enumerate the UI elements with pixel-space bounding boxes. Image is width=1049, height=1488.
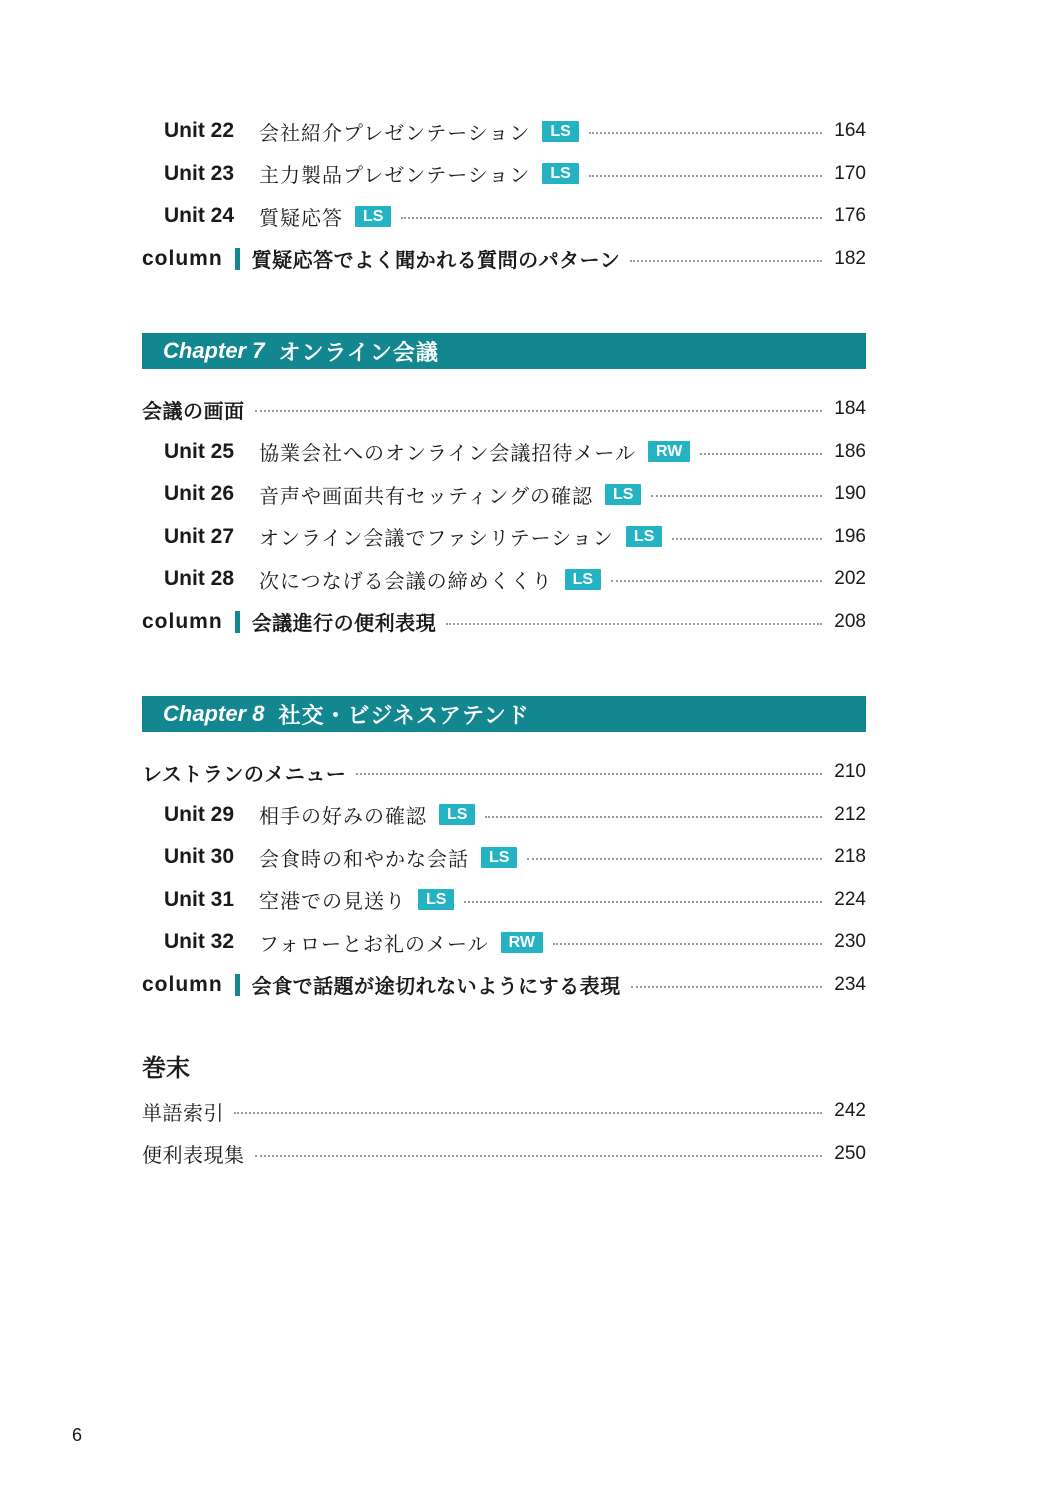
toc-entry-unit [142, 558, 866, 601]
dot-leader [356, 773, 822, 775]
toc-entry-section [142, 388, 866, 431]
skill-tag-badge: LS [626, 526, 662, 547]
unit-label: Unit 24 [164, 204, 235, 228]
toc-entry-column [142, 601, 866, 644]
entry-page-number: 190 [834, 483, 866, 505]
unit-label: Unit 31 [164, 887, 235, 911]
entry-page-number: 224 [834, 888, 866, 910]
entry-page-number: 208 [834, 610, 866, 632]
column-divider-bar [235, 248, 240, 270]
entry-title: 音声や画面共有セッティングの確認 [259, 483, 593, 508]
entry-page-number: 182 [834, 247, 866, 269]
chapter-title: 社交・ビジネスアテンド [278, 703, 530, 729]
dot-leader [527, 858, 822, 860]
chapter-label: Chapter 7 [163, 338, 265, 363]
entry-title: 主力製品プレゼンテーション [259, 163, 531, 188]
entry-page-number: 230 [834, 931, 866, 953]
dot-leader [234, 1112, 822, 1114]
skill-tag-badge: RW [501, 932, 543, 953]
dot-leader [631, 986, 822, 988]
dot-leader [672, 538, 822, 540]
chapter-8-header [142, 696, 866, 732]
column-divider-bar [235, 611, 240, 633]
entry-page-number: 242 [834, 1100, 866, 1122]
skill-tag-badge: RW [648, 441, 690, 462]
toc-entry-unit [142, 516, 866, 559]
dot-leader [700, 453, 822, 455]
entry-title: 会議の画面 [142, 398, 245, 423]
chapter-label: Chapter 8 [163, 701, 265, 726]
dot-leader [589, 175, 822, 177]
skill-tag-badge: LS [418, 889, 454, 910]
appendix-heading: 巻末 [142, 1053, 190, 1082]
column-label: column [142, 246, 223, 270]
entry-page-number: 234 [834, 973, 866, 995]
toc-block-appendix [142, 1090, 866, 1175]
unit-label: Unit 28 [164, 567, 235, 591]
entry-page-number: 184 [834, 398, 866, 420]
entry-title: 相手の好みの確認 [259, 804, 427, 829]
dot-leader [446, 623, 822, 625]
entry-title: 単語索引 [142, 1100, 224, 1125]
entry-page-number: 210 [834, 761, 866, 783]
entry-title: 便利表現集 [142, 1143, 245, 1168]
entry-page-number: 186 [834, 440, 866, 462]
entry-title: レストランのメニュー [142, 761, 347, 786]
toc-entry-unit [142, 836, 866, 879]
entry-page-number: 196 [834, 525, 866, 547]
toc-entry-unit [142, 794, 866, 837]
unit-label: Unit 29 [164, 802, 235, 826]
skill-tag-badge: LS [355, 206, 391, 227]
skill-tag-badge: LS [542, 163, 578, 184]
table-of-contents [142, 110, 866, 1175]
toc-entry-unit [142, 195, 866, 238]
toc-entry-section [142, 1090, 866, 1133]
entry-page-number: 164 [834, 120, 866, 142]
dot-leader [611, 580, 822, 582]
entry-page-number: 170 [834, 162, 866, 184]
toc-block-chapter7 [142, 388, 866, 643]
skill-tag-badge: LS [542, 121, 578, 142]
toc-entry-unit [142, 921, 866, 964]
entry-title: 質疑応答 [259, 205, 343, 230]
unit-label: Unit 27 [164, 524, 235, 548]
chapter-7-header [142, 333, 866, 369]
dot-leader [553, 943, 822, 945]
entry-page-number: 218 [834, 846, 866, 868]
dot-leader [401, 217, 822, 219]
toc-block-chapter8 [142, 751, 866, 1006]
entry-title: 会社紹介プレゼンテーション [259, 120, 531, 145]
entry-title: 次につなげる会議の締めくくり [259, 568, 553, 593]
chapter-title: オンライン会議 [278, 340, 439, 366]
dot-leader [464, 901, 822, 903]
toc-entry-section [142, 1133, 866, 1176]
unit-label: Unit 25 [164, 439, 235, 463]
entry-title: オンライン会議でファシリテーション [259, 526, 614, 551]
toc-entry-unit [142, 473, 866, 516]
toc-entry-unit [142, 431, 866, 474]
unit-label: Unit 23 [164, 161, 235, 185]
toc-entry-unit [142, 879, 866, 922]
unit-label: Unit 26 [164, 482, 235, 506]
entry-title: 質疑応答でよく聞かれる質問のパターン [251, 248, 621, 273]
entry-page-number: 176 [834, 205, 866, 227]
dot-leader [630, 260, 822, 262]
entry-title: 会食で話題が途切れないようにする表現 [251, 974, 621, 999]
entry-title: 会食時の和やかな会話 [259, 846, 469, 871]
entry-page-number: 202 [834, 568, 866, 590]
entry-title: フォローとお礼のメール [259, 931, 489, 956]
skill-tag-badge: LS [605, 484, 641, 505]
page-number: 6 [72, 1425, 83, 1445]
entry-title: 空港での見送り [259, 889, 406, 914]
dot-leader [651, 495, 822, 497]
column-label: column [142, 609, 223, 633]
toc-entry-section [142, 751, 866, 794]
column-label: column [142, 972, 223, 996]
entry-page-number: 250 [834, 1142, 866, 1164]
toc-entry-unit [142, 153, 866, 196]
column-divider-bar [235, 974, 240, 996]
toc-entry-column [142, 238, 866, 281]
dot-leader [255, 1155, 823, 1157]
dot-leader [255, 410, 823, 412]
dot-leader [485, 816, 822, 818]
toc-entry-column [142, 964, 866, 1007]
entry-title: 会議進行の便利表現 [251, 611, 437, 636]
entry-title: 協業会社へのオンライン会議招待メール [259, 441, 636, 466]
toc-block-chapter6-end [142, 110, 866, 280]
skill-tag-badge: LS [565, 569, 601, 590]
unit-label: Unit 30 [164, 845, 235, 869]
dot-leader [589, 132, 822, 134]
entry-page-number: 212 [834, 803, 866, 825]
unit-label: Unit 22 [164, 119, 235, 143]
toc-entry-unit [142, 110, 866, 153]
skill-tag-badge: LS [439, 804, 475, 825]
skill-tag-badge: LS [481, 847, 517, 868]
unit-label: Unit 32 [164, 930, 235, 954]
